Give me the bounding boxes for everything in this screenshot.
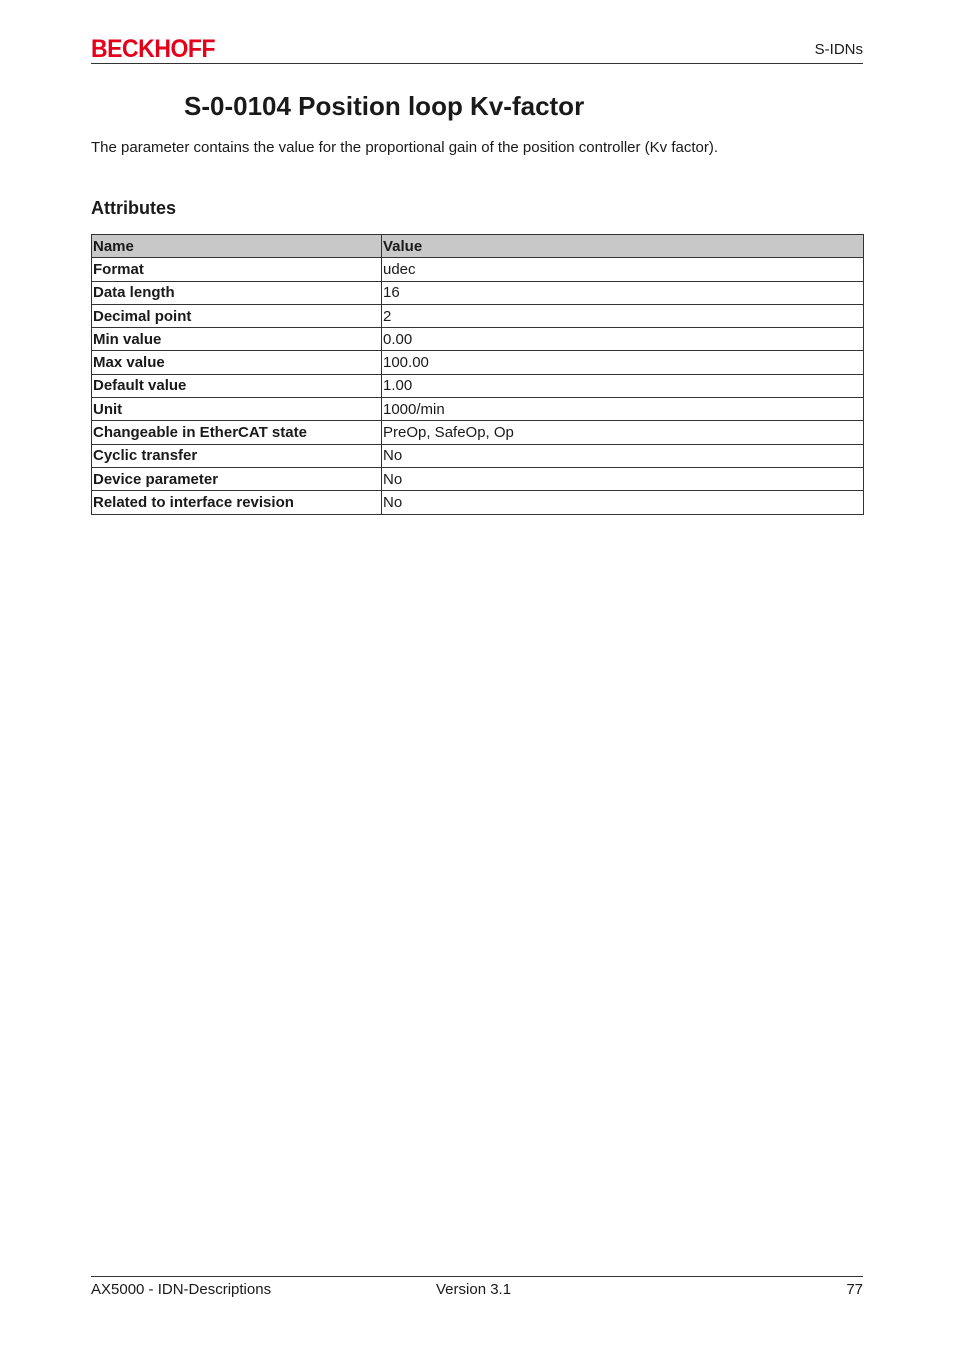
attribute-value: No <box>382 467 864 490</box>
beckhoff-logo: BECKHOFF <box>91 35 216 63</box>
attribute-name: Related to interface revision <box>92 491 382 514</box>
attribute-value: udec <box>382 258 864 281</box>
attribute-name: Max value <box>92 351 382 374</box>
attribute-value: No <box>382 444 864 467</box>
attribute-name: Default value <box>92 374 382 397</box>
table-row <box>92 444 864 467</box>
parameter-description: The parameter contains the value for the proportional gain of the position controller (Kv factor). <box>91 139 719 156</box>
column-header-value: Value <box>382 235 864 258</box>
page-number: 77 <box>846 1281 863 1298</box>
table-row <box>92 258 864 281</box>
header-divider <box>91 63 863 64</box>
attribute-value: 0.00 <box>382 328 864 351</box>
attribute-name: Min value <box>92 328 382 351</box>
attribute-name: Cyclic transfer <box>92 444 382 467</box>
table-row <box>92 304 864 327</box>
table-row <box>92 467 864 490</box>
attribute-value: 100.00 <box>382 351 864 374</box>
section-label: S-IDNs <box>814 41 863 58</box>
table-row <box>92 374 864 397</box>
table-row <box>92 491 864 514</box>
table-row <box>92 351 864 374</box>
footer-document-name: AX5000 - IDN-Descriptions <box>91 1281 272 1298</box>
footer-divider <box>91 1276 863 1277</box>
attribute-value: 1000/min <box>382 398 864 421</box>
table-row <box>92 398 864 421</box>
attribute-name: Unit <box>92 398 382 421</box>
table-row <box>92 421 864 444</box>
attributes-heading: Attributes <box>91 198 176 218</box>
footer-version: Version 3.1 <box>436 1281 512 1298</box>
attribute-value: 2 <box>382 304 864 327</box>
column-header-name: Name <box>92 235 382 258</box>
attribute-name: Data length <box>92 281 382 304</box>
attribute-name: Changeable in EtherCAT state <box>92 421 382 444</box>
attribute-value: 16 <box>382 281 864 304</box>
attribute-value: 1.00 <box>382 374 864 397</box>
table-header-row <box>92 235 864 258</box>
attribute-name: Decimal point <box>92 304 382 327</box>
attribute-name: Device parameter <box>92 467 382 490</box>
attribute-name: Format <box>92 258 382 281</box>
table-row <box>92 281 864 304</box>
page-title: S-0-0104 Position loop Kv-factor <box>184 91 585 121</box>
attribute-value: No <box>382 491 864 514</box>
table-row <box>92 328 864 351</box>
attribute-value: PreOp, SafeOp, Op <box>382 421 864 444</box>
attributes-table <box>91 234 864 515</box>
